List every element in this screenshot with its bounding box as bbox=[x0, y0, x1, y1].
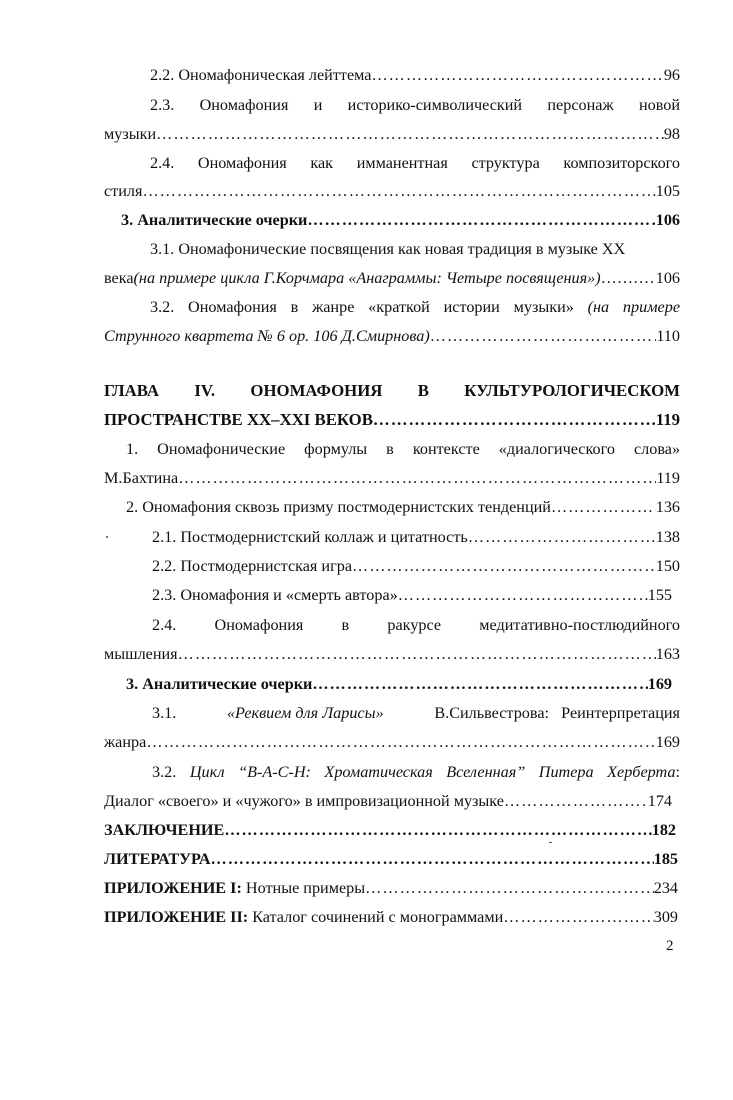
toc-page-number: 106 bbox=[655, 211, 680, 229]
toc-entry-3-1-line2: века (на примере цикла Г.Корчмара «Анаграммы: Четыре посвящения») ……………………………………………………………………………………………………………………………………………………………………………… 106 bbox=[104, 268, 680, 288]
toc-leader-dots bbox=[312, 674, 647, 694]
toc-entry-3-analytical-essays-2: 3. Аналитические очерки ……………………………………………………………………………………………………………………………………………………………………………… 169 bbox=[126, 674, 672, 694]
toc-leader-dots bbox=[178, 468, 656, 488]
toc-leader-dots bbox=[156, 124, 664, 144]
toc-page-number: 150 bbox=[655, 557, 680, 575]
toc-entry-2-2-game: 2.2. Постмодернистская игра ……………………………………………………………………………………………………………………………………………………………………………… 150 bbox=[152, 556, 680, 576]
toc-page-number: 138 bbox=[655, 528, 680, 546]
toc-leader-dots bbox=[373, 410, 656, 430]
toc-entry-3-1-requiem-line1: 3.1. «Реквием для Ларисы» В.Сильвестрова: Реинтерпретация bbox=[152, 704, 680, 722]
toc-page-number: 119 bbox=[656, 469, 680, 487]
toc-entry-3-2-line1: 3.2. Ономафония в жанре «краткой истории музыки» (на примере bbox=[150, 298, 680, 316]
toc-appendix-1: ПРИЛОЖЕНИЕ I: Нотные примеры ……………………………………………………………………………………………………………………………………………………………………………… 234 bbox=[104, 878, 678, 898]
toc-leader-dots bbox=[371, 65, 663, 85]
toc-leader-dots bbox=[352, 556, 656, 576]
toc-entry-2-1-collage: 2.1. Постмодернистский коллаж и цитатность ……………………………………………………………………………………………………………………………………………………………………………… 138 bbox=[152, 527, 680, 547]
toc-chapter-4-line2: ПРОСТРАНСТВЕ XX–XXI ВЕКОВ ……………………………………………………………………………………………………………………………………………………………………………… 119 bbox=[104, 410, 680, 430]
toc-entry-2-postmodern: 2. Ономафония сквозь призму постмодернистских тенденций ……………………………………………………………………………………………………………………………………………………………………………… 136 bbox=[126, 497, 680, 517]
toc-leader-dots bbox=[307, 210, 655, 230]
toc-entry-2-4-meditative-line2: мышления ……………………………………………………………………………………………………………………………………………………………………………… 163 bbox=[104, 644, 680, 664]
toc-page-number: 309 bbox=[653, 908, 678, 926]
toc-page-number: 106 bbox=[655, 269, 680, 287]
toc-page-number: 234 bbox=[653, 879, 678, 897]
toc-leader-dots bbox=[430, 326, 657, 346]
toc-page-number: 136 bbox=[655, 498, 680, 516]
toc-literature: ЛИТЕРАТУРА ……………………………………………………………………………………………………………………………………………………………………………… 185 bbox=[104, 849, 678, 869]
toc-entry-2-4-meditative-line1: 2.4. Ономафония в ракурсе медитативно-постлюдийного bbox=[152, 616, 680, 634]
toc-page-number: 119 bbox=[655, 410, 680, 429]
toc-page-number: 110 bbox=[656, 327, 680, 345]
toc-leader-dots bbox=[365, 878, 654, 898]
toc-entry-1-formulas-line2: М.Бахтина ……………………………………………………………………………………………………………………………………………………………………………… 119 bbox=[104, 468, 680, 488]
toc-page-number: 185 bbox=[653, 850, 678, 868]
scan-speck bbox=[549, 842, 552, 843]
toc-leader-dots bbox=[211, 849, 654, 869]
toc-leader-dots bbox=[551, 497, 656, 517]
toc-entry-3-1-line1: 3.1. Ономафонические посвящения как новая традиция в музыке XX bbox=[150, 240, 626, 258]
toc-leader-dots bbox=[146, 732, 655, 752]
toc-page-number: 174 bbox=[647, 792, 672, 810]
toc-page-number: 169 bbox=[647, 675, 672, 693]
toc-entry-2-3-line2: музыки ……………………………………………………………………………………………………………………………………………………………………………… 98 bbox=[104, 124, 680, 144]
toc-page-number: 105 bbox=[655, 182, 680, 200]
toc-leader-dots bbox=[398, 585, 648, 605]
toc-leader-dots bbox=[503, 907, 653, 927]
scan-speck bbox=[106, 536, 108, 538]
toc-entry-3-2-bach-line2: Диалог «своего» и «чужого» в импровизационной музыке ……………………………………………………………………………………………………………………………………………………………………………… 174 bbox=[104, 791, 672, 811]
toc-appendix-2: ПРИЛОЖЕНИЕ II: Каталог сочинений с монограммами ……………………………………………………………………………………………………………………………………………………………………………… 309 bbox=[104, 907, 678, 927]
toc-conclusion: ЗАКЛЮЧЕНИЕ ……………………………………………………………………………………………………………………………………………………………………………… 182 bbox=[104, 820, 676, 840]
toc-entry-1-formulas-line1: 1. Ономафонические формулы в контексте «диалогического слова» bbox=[126, 440, 680, 458]
toc-leader-dots bbox=[224, 820, 651, 840]
toc-entry-2-4-line2: стиля ……………………………………………………………………………………………………………………………………………………………………………… 105 bbox=[104, 181, 680, 201]
toc-entry-2-3-death-of-author: 2.3. Ономафония и «смерть автора» ……………………………………………………………………………………………………………………………………………………………………………… 155 bbox=[152, 585, 672, 605]
toc-page-number: 182 bbox=[651, 821, 676, 839]
toc-entry-3-analytical-essays: 3. Аналитические очерки ……………………………………………………………………………………………………………………………………………………………………………… 106 bbox=[121, 210, 680, 230]
toc-leader-dots bbox=[601, 268, 656, 288]
toc-entry-3-1-requiem-line2: жанра ……………………………………………………………………………………………………………………………………………………………………………… 169 bbox=[104, 732, 680, 752]
toc-page-number: 155 bbox=[647, 586, 672, 604]
toc-entry-3-2-line2: Струнного квартета № 6 ор. 106 Д.Смирнова) ……………………………………………………………………………………………………………………………………………………………………………… 110 bbox=[104, 326, 680, 346]
toc-chapter-4-line1: ГЛАВА IV. ОНОМАФОНИЯ В КУЛЬТУРОЛОГИЧЕСКОМ bbox=[104, 381, 680, 400]
toc-entry-2-3-line1: 2.3. Ономафония и историко-символический персонаж новой bbox=[150, 96, 680, 114]
page-number: 2 bbox=[666, 938, 674, 954]
toc-page-number: 169 bbox=[655, 733, 680, 751]
toc-leader-dots bbox=[468, 527, 656, 547]
toc-entry-3-2-bach-line1: 3.2. Цикл “B-A-C-H: Хроматическая Вселенная” Питера Херберта: bbox=[152, 763, 680, 781]
toc-page-number: 98 bbox=[663, 125, 680, 143]
toc-entry-2-2-leittema bbox=[150, 65, 680, 85]
toc-page-number: 96 bbox=[663, 66, 680, 84]
toc-entry-2-4-line1: 2.4. Ономафония как имманентная структура композиторского bbox=[150, 154, 680, 172]
toc-entry-text: 2.2. Ономафоническая лейттема bbox=[150, 66, 372, 84]
toc-page-number: 163 bbox=[655, 645, 680, 663]
toc-leader-dots bbox=[504, 791, 648, 811]
toc-leader-dots bbox=[178, 644, 656, 664]
toc-leader-dots bbox=[142, 181, 655, 201]
